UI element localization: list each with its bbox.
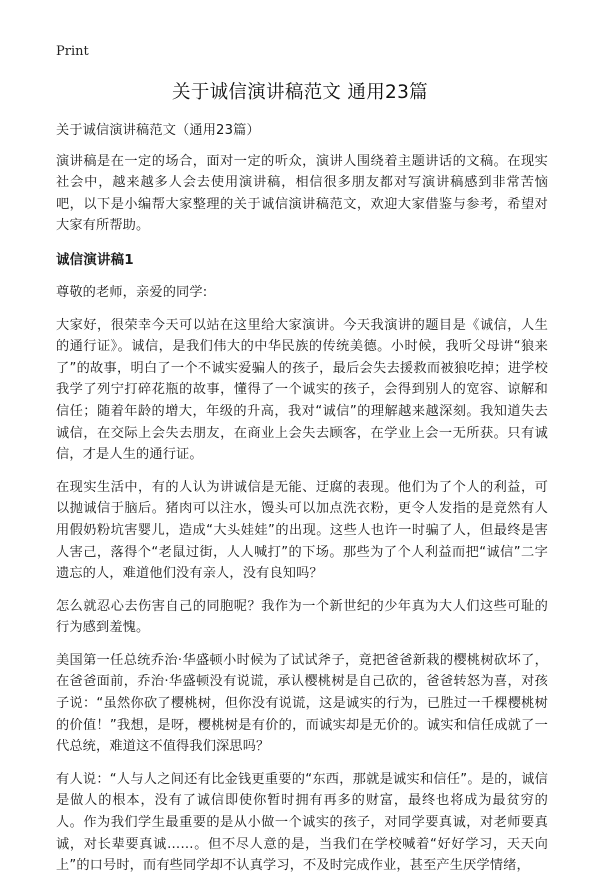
body-paragraph: 有人说：“人与人之间还有比金钱更重要的“东西，那就是诚实和信任”。是的，诚信是做人的根本，没有了诚信即使你暂时拥有再多的财富，最终也将成为最贫穷的人。作为我们学生最重要的是从小做一个诚实的孩子，对同学要真诚，对老师要真诚，对长辈要真诚……。但不尽人意的是，当我们在学校喊着“好好学习，天天向上”的口号时，而有些同学却不认真学习，不及时完成作业，甚至产生厌学情绪， <box>56 771 548 874</box>
body-paragraph: 美国第一任总统乔治·华盛顿小时候为了试试斧子，竟把爸爸新栽的樱桃树砍坏了，在爸爸面前，乔治·华盛顿没有说谎，承认樱桃树是自己砍的，爸爸转怒为喜，对孩子说：“虽然你砍了樱桃树，但你没有说谎，这是诚实的行为，已胜过一千棵樱桃树的价值！”我想，是呀，樱桃树是有价的，而诚实却是无价的。诚实和信任成就了一代总统，难道这不值得我们深思吗？ <box>56 652 548 755</box>
body-paragraph: 大家好，很荣幸今天可以站在这里给大家演讲。今天我演讲的题目是《诚信，人生的通行证》。诚信，是我们伟大的中华民族的传统美德。小时候，我听父母讲“狼来了”的故事，明白了一个不诚实爱骗人的孩子，最后会失去援救而被狼吃掉；进学校我学了列宁打碎花瓶的故事，懂得了一个诚实的孩子，会得到别人的宽容、谅解和信任；随着年龄的增大，年级的升高，我对“诚信”的理解越来越深刻。我知道失去诚信，在交际上会失去朋友，在商业上会失去顾客，在学业上会一无所获。只有诚信，才是人生的通行证。 <box>56 317 548 463</box>
print-link[interactable]: Print <box>56 44 89 59</box>
document-subtitle: 关于诚信演讲稿范文（通用23篇） <box>56 123 260 138</box>
section-heading: 诚信演讲稿1 <box>56 251 134 268</box>
intro-paragraph: 演讲稿是在一定的场合，面对一定的听众，演讲人围绕着主题讲话的文稿。在现实社会中，越来越多人会去使用演讲稿，相信很多朋友都对写演讲稿感到非常苦恼吧，以下是小编帮大家整理的关于诚信演讲稿范文，欢迎大家借鉴与参考，希望对大家有所帮助。 <box>56 153 548 234</box>
body-paragraph: 在现实生活中，有的人认为讲诚信是无能、迂腐的表现。他们为了个人的利益，可以抛诚信于脑后。猪肉可以注水，馒头可以加点洗衣粉，更令人发指的是竟然有人用假奶粉坑害婴儿，造成“大头娃娃”的出现。这些人也许一时骗了人，但最终是害人害己，落得个“老鼠过街，人人喊打”的下场。那些为了个人利益而把“诚信”二字遗忘的人，难道他们没有亲人，没有良知吗？ <box>56 479 548 582</box>
body-paragraph: 怎么就忍心去伤害自己的同胞呢？我作为一个新世纪的少年真为大人们这些可耻的行为感到羞愧。 <box>56 598 548 636</box>
page-title: 关于诚信演讲稿范文 通用23篇 <box>172 82 428 103</box>
document-body <box>56 120 548 888</box>
greeting-paragraph: 尊敬的老师，亲爱的同学: <box>56 284 208 300</box>
